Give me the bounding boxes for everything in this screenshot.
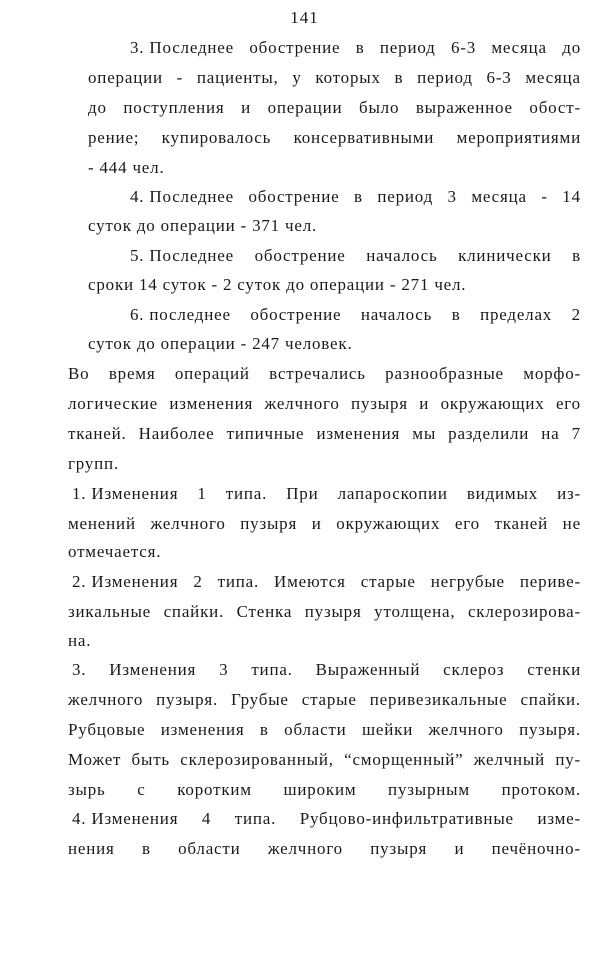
- word: Рубцово-инфильтративные: [299, 809, 514, 828]
- word: и: [241, 98, 251, 117]
- word: в: [354, 187, 363, 206]
- word: окружающих: [440, 394, 545, 413]
- word: Выраженный: [315, 660, 421, 679]
- word: пузыря.: [519, 720, 581, 739]
- word: стенки: [527, 660, 581, 679]
- word: коротким: [177, 780, 252, 799]
- word: встречались: [269, 364, 366, 383]
- word: склерозированный,: [180, 750, 334, 769]
- word: пузырным: [388, 780, 470, 799]
- text-line: - 444 чел.: [88, 158, 165, 177]
- word: менений: [68, 514, 136, 533]
- word: 3: [447, 187, 457, 206]
- word: месяца: [525, 68, 581, 87]
- word: желчного: [150, 514, 226, 533]
- word: обост-: [529, 98, 581, 117]
- word: типа.: [225, 484, 268, 503]
- word: пу-: [555, 750, 581, 769]
- word: и: [419, 394, 430, 413]
- word: месяца: [471, 187, 527, 206]
- word: тканей: [494, 514, 549, 533]
- word: его: [454, 514, 480, 533]
- word: Имеются: [274, 572, 346, 591]
- word: не: [562, 514, 581, 533]
- word: Грубые: [231, 690, 289, 709]
- word: пузыря: [370, 839, 428, 858]
- word: 3.: [72, 660, 87, 679]
- text-line: [68, 363, 581, 385]
- word: При: [286, 484, 319, 503]
- word: мы: [412, 424, 437, 443]
- word: в: [394, 68, 404, 87]
- word: с: [137, 780, 146, 799]
- word: на: [541, 424, 560, 443]
- word: операций: [174, 364, 250, 383]
- word: Изменения: [109, 660, 197, 679]
- word: Может: [68, 750, 122, 769]
- text-line: групп.: [68, 454, 119, 473]
- word: морфо-: [523, 364, 581, 383]
- word: 2: [571, 305, 581, 324]
- word: нения: [68, 839, 115, 858]
- text-line: [68, 749, 581, 771]
- word: из-: [557, 484, 581, 503]
- text-line: [130, 304, 581, 326]
- word: тканей.: [68, 424, 127, 443]
- text-line: [68, 513, 581, 535]
- text-line: [68, 689, 581, 711]
- word: в: [572, 246, 581, 265]
- word: пузыря: [304, 602, 362, 621]
- word: склерозирова-: [467, 602, 581, 621]
- word: период: [377, 187, 434, 206]
- word: время: [108, 364, 156, 383]
- word: перивe-: [519, 572, 581, 591]
- word: склероз: [443, 660, 505, 679]
- word: зикальные: [68, 602, 152, 621]
- text-line: [130, 245, 581, 267]
- word: изменения: [169, 394, 254, 413]
- word: период: [417, 68, 473, 87]
- word: печёночно-: [491, 839, 581, 858]
- word: в: [451, 305, 461, 324]
- word: и: [454, 839, 465, 858]
- word: клинически: [458, 246, 552, 265]
- word: изменения: [160, 720, 245, 739]
- word: области: [284, 720, 347, 739]
- word: рение;: [88, 128, 140, 147]
- word: 2: [193, 572, 203, 591]
- word: 5. Последнее: [130, 246, 234, 265]
- word: типа.: [234, 809, 277, 828]
- word: желчного: [428, 720, 504, 739]
- text-line: [68, 779, 581, 801]
- word: 4. Последнее: [130, 187, 234, 206]
- text-line: [72, 571, 581, 593]
- text-line: [72, 659, 581, 681]
- word: -: [541, 187, 548, 206]
- word: 3. Последнее: [130, 38, 234, 57]
- word: пузыря: [240, 514, 298, 533]
- word: Рубцовые: [68, 720, 146, 739]
- word: желчного: [264, 394, 340, 413]
- word: поступления: [123, 98, 225, 117]
- word: типа.: [251, 660, 293, 679]
- word: пределах: [480, 305, 553, 324]
- word: в: [141, 839, 151, 858]
- text-line: [68, 601, 581, 623]
- word: типа.: [217, 572, 260, 591]
- word: консервативными: [293, 128, 435, 147]
- word: 4. Изменения: [72, 809, 179, 828]
- word: началось: [366, 246, 438, 265]
- page-number: 141: [290, 8, 319, 27]
- text-line: на.: [68, 631, 92, 650]
- word: 14: [562, 187, 581, 206]
- word: до: [88, 98, 107, 117]
- word: лапароскопии: [337, 484, 448, 503]
- word: Стенка: [236, 602, 293, 621]
- word: спайки.: [163, 602, 225, 621]
- word: желчный: [473, 750, 546, 769]
- word: видимых: [466, 484, 539, 503]
- word: желчного: [267, 839, 343, 858]
- word: 6. последнее: [130, 305, 231, 324]
- word: изменения: [316, 424, 401, 443]
- word: желчного: [68, 690, 144, 709]
- word: спайки.: [520, 690, 581, 709]
- word: разнообразные: [385, 364, 504, 383]
- word: мероприятиями: [456, 128, 581, 147]
- word: обострение: [250, 305, 342, 324]
- word: старые: [360, 572, 416, 591]
- word: быть: [131, 750, 170, 769]
- word: пузыря: [351, 394, 408, 413]
- text-line: отмечается.: [68, 542, 162, 561]
- word: негрубые: [430, 572, 505, 591]
- text-line: [68, 393, 581, 415]
- word: началось: [360, 305, 433, 324]
- word: Во: [68, 364, 90, 383]
- word: выраженное: [415, 98, 513, 117]
- word: перивезикальные: [369, 690, 508, 709]
- word: в: [355, 38, 365, 57]
- word: 2. Изменения: [72, 572, 179, 591]
- text-line: [68, 423, 581, 445]
- word: области: [178, 839, 241, 858]
- word: было: [359, 98, 400, 117]
- word: обострение: [248, 187, 340, 206]
- text-line: суток до операции - 371 чел.: [88, 216, 318, 235]
- text-line: [68, 719, 581, 741]
- text-line: [68, 838, 581, 860]
- word: 1: [197, 484, 207, 503]
- word: 7: [571, 424, 581, 443]
- word: -: [176, 68, 184, 87]
- word: операции: [88, 68, 163, 87]
- word: 4: [201, 809, 212, 828]
- word: “сморщенный”: [344, 750, 464, 769]
- word: которых: [315, 68, 381, 87]
- word: типичные: [226, 424, 305, 443]
- text-line: [88, 97, 581, 119]
- word: широким: [283, 780, 357, 799]
- word: изме-: [537, 809, 581, 828]
- word: шейки: [362, 720, 414, 739]
- word: 3: [219, 660, 229, 679]
- text-line: [130, 37, 581, 59]
- word: старые: [301, 690, 357, 709]
- word: пациенты,: [196, 68, 279, 87]
- word: окружающих: [336, 514, 441, 533]
- word: зырь: [68, 780, 106, 799]
- word: до: [562, 38, 581, 57]
- word: обострение: [249, 38, 341, 57]
- word: операции: [267, 98, 343, 117]
- word: 1. Изменения: [72, 484, 179, 503]
- word: Наиболее: [138, 424, 215, 443]
- word: протоком.: [501, 780, 581, 799]
- word: 6-3: [450, 38, 477, 57]
- word: пузыря.: [156, 690, 219, 709]
- word: его: [555, 394, 581, 413]
- word: и: [311, 514, 322, 533]
- text-line: суток до операции - 247 человек.: [88, 334, 353, 353]
- word: в: [259, 720, 269, 739]
- word: купировалось: [161, 128, 272, 147]
- text-line: сроки 14 суток - 2 суток до операции - 271 чел.: [88, 275, 467, 294]
- word: месяца: [491, 38, 547, 57]
- word: период: [379, 38, 436, 57]
- text-line: [72, 483, 581, 505]
- text-line: [88, 67, 581, 89]
- text-line: [72, 808, 581, 830]
- word: логические: [68, 394, 159, 413]
- text-line: [88, 127, 581, 149]
- word: у: [292, 68, 302, 87]
- word: обострение: [254, 246, 346, 265]
- word: утолщена,: [374, 602, 456, 621]
- word: 6-3: [486, 68, 512, 87]
- word: разделили: [448, 424, 530, 443]
- text-line: [130, 186, 581, 208]
